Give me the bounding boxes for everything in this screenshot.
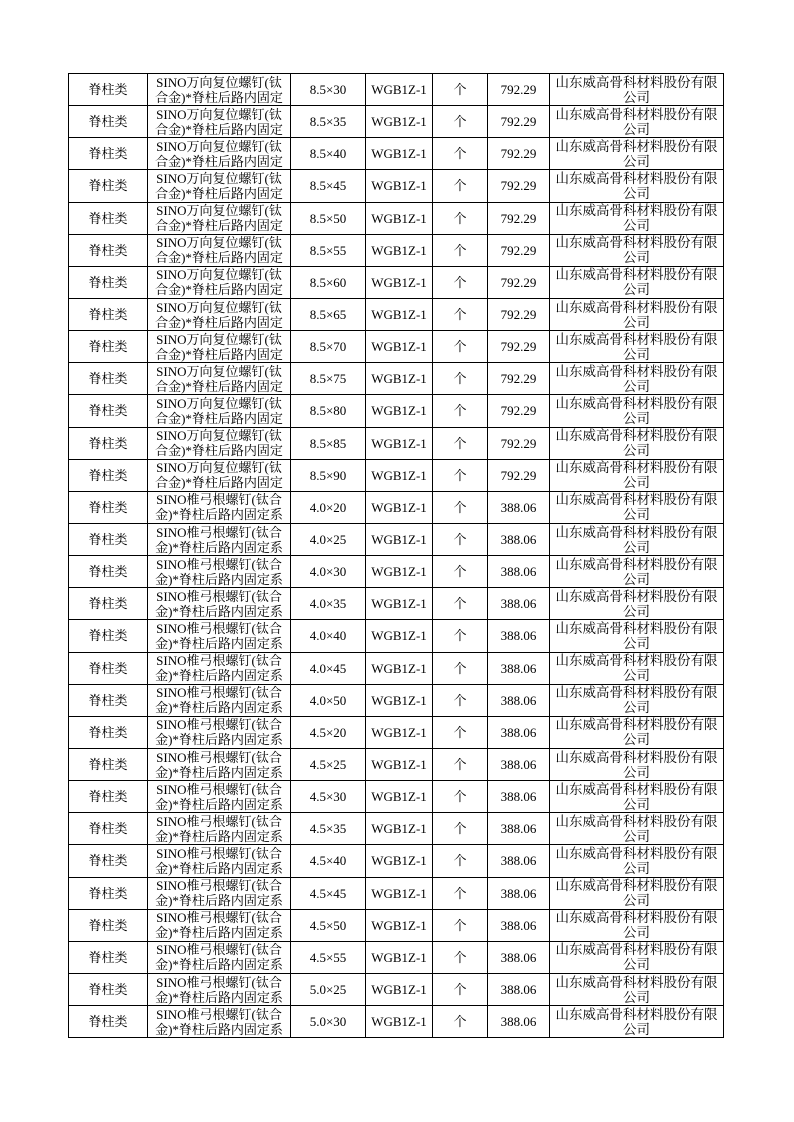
price-cell: 388.06	[488, 620, 550, 652]
company-cell: 山东威高骨科材料股份有限公司	[550, 716, 724, 748]
price-cell: 792.29	[488, 395, 550, 427]
price-cell: 388.06	[488, 523, 550, 555]
product-name-cell: SINO椎弓根螺钉(钛合金)*脊柱后路内固定系	[148, 973, 291, 1005]
model-cell: WGB1Z-1	[366, 459, 433, 491]
unit-cell: 个	[433, 877, 488, 909]
price-cell: 792.29	[488, 363, 550, 395]
unit-cell: 个	[433, 716, 488, 748]
table-row	[69, 74, 724, 106]
model-cell: WGB1Z-1	[366, 973, 433, 1005]
table-row	[69, 941, 724, 973]
product-name-cell: SINO万向复位螺钉(钛合金)*脊柱后路内固定	[148, 363, 291, 395]
spec-cell: 8.5×65	[291, 298, 366, 330]
unit-cell: 个	[433, 298, 488, 330]
product-name-cell: SINO万向复位螺钉(钛合金)*脊柱后路内固定	[148, 138, 291, 170]
unit-cell: 个	[433, 620, 488, 652]
table-row	[69, 813, 724, 845]
model-cell: WGB1Z-1	[366, 234, 433, 266]
table-row	[69, 556, 724, 588]
category-cell: 脊柱类	[69, 877, 148, 909]
category-cell: 脊柱类	[69, 684, 148, 716]
spec-cell: 8.5×90	[291, 459, 366, 491]
model-cell: WGB1Z-1	[366, 909, 433, 941]
price-cell: 792.29	[488, 266, 550, 298]
product-name-cell: SINO椎弓根螺钉(钛合金)*脊柱后路内固定系	[148, 491, 291, 523]
spec-cell: 4.5×25	[291, 748, 366, 780]
model-cell: WGB1Z-1	[366, 170, 433, 202]
model-cell: WGB1Z-1	[366, 298, 433, 330]
company-cell: 山东威高骨科材料股份有限公司	[550, 652, 724, 684]
model-cell: WGB1Z-1	[366, 652, 433, 684]
price-cell: 792.29	[488, 106, 550, 138]
spec-cell: 8.5×85	[291, 427, 366, 459]
category-cell: 脊柱类	[69, 266, 148, 298]
company-cell: 山东威高骨科材料股份有限公司	[550, 491, 724, 523]
category-cell: 脊柱类	[69, 202, 148, 234]
category-cell: 脊柱类	[69, 427, 148, 459]
company-cell: 山东威高骨科材料股份有限公司	[550, 266, 724, 298]
unit-cell: 个	[433, 138, 488, 170]
product-name-cell: SINO万向复位螺钉(钛合金)*脊柱后路内固定	[148, 74, 291, 106]
unit-cell: 个	[433, 845, 488, 877]
product-name-cell: SINO椎弓根螺钉(钛合金)*脊柱后路内固定系	[148, 909, 291, 941]
category-cell: 脊柱类	[69, 363, 148, 395]
price-cell: 388.06	[488, 1006, 550, 1038]
company-cell: 山东威高骨科材料股份有限公司	[550, 1006, 724, 1038]
spec-cell: 5.0×30	[291, 1006, 366, 1038]
spec-cell: 8.5×30	[291, 74, 366, 106]
model-cell: WGB1Z-1	[366, 138, 433, 170]
price-cell: 388.06	[488, 781, 550, 813]
model-cell: WGB1Z-1	[366, 395, 433, 427]
category-cell: 脊柱类	[69, 1006, 148, 1038]
model-cell: WGB1Z-1	[366, 620, 433, 652]
spec-cell: 4.5×35	[291, 813, 366, 845]
product-name-cell: SINO万向复位螺钉(钛合金)*脊柱后路内固定	[148, 234, 291, 266]
table-row	[69, 298, 724, 330]
company-cell: 山东威高骨科材料股份有限公司	[550, 748, 724, 780]
price-cell: 388.06	[488, 877, 550, 909]
table-row	[69, 845, 724, 877]
product-name-cell: SINO椎弓根螺钉(钛合金)*脊柱后路内固定系	[148, 941, 291, 973]
table-row	[69, 684, 724, 716]
table-row	[69, 427, 724, 459]
table-row	[69, 620, 724, 652]
category-cell: 脊柱类	[69, 652, 148, 684]
price-cell: 388.06	[488, 909, 550, 941]
product-name-cell: SINO椎弓根螺钉(钛合金)*脊柱后路内固定系	[148, 781, 291, 813]
price-cell: 792.29	[488, 459, 550, 491]
table-row	[69, 363, 724, 395]
price-table-container	[68, 73, 723, 1038]
company-cell: 山东威高骨科材料股份有限公司	[550, 909, 724, 941]
company-cell: 山东威高骨科材料股份有限公司	[550, 588, 724, 620]
company-cell: 山东威高骨科材料股份有限公司	[550, 395, 724, 427]
unit-cell: 个	[433, 266, 488, 298]
spec-cell: 4.5×30	[291, 781, 366, 813]
unit-cell: 个	[433, 523, 488, 555]
unit-cell: 个	[433, 363, 488, 395]
spec-cell: 4.5×50	[291, 909, 366, 941]
model-cell: WGB1Z-1	[366, 523, 433, 555]
spec-cell: 4.0×45	[291, 652, 366, 684]
company-cell: 山东威高骨科材料股份有限公司	[550, 298, 724, 330]
category-cell: 脊柱类	[69, 909, 148, 941]
model-cell: WGB1Z-1	[366, 491, 433, 523]
company-cell: 山东威高骨科材料股份有限公司	[550, 620, 724, 652]
unit-cell: 个	[433, 556, 488, 588]
category-cell: 脊柱类	[69, 74, 148, 106]
company-cell: 山东威高骨科材料股份有限公司	[550, 138, 724, 170]
price-cell: 792.29	[488, 427, 550, 459]
unit-cell: 个	[433, 202, 488, 234]
product-name-cell: SINO椎弓根螺钉(钛合金)*脊柱后路内固定系	[148, 684, 291, 716]
spec-cell: 5.0×25	[291, 973, 366, 1005]
product-name-cell: SINO万向复位螺钉(钛合金)*脊柱后路内固定	[148, 395, 291, 427]
table-row	[69, 652, 724, 684]
unit-cell: 个	[433, 781, 488, 813]
table-row	[69, 748, 724, 780]
category-cell: 脊柱类	[69, 813, 148, 845]
model-cell: WGB1Z-1	[366, 106, 433, 138]
unit-cell: 个	[433, 427, 488, 459]
model-cell: WGB1Z-1	[366, 813, 433, 845]
product-name-cell: SINO椎弓根螺钉(钛合金)*脊柱后路内固定系	[148, 716, 291, 748]
category-cell: 脊柱类	[69, 138, 148, 170]
table-row	[69, 234, 724, 266]
category-cell: 脊柱类	[69, 170, 148, 202]
product-name-cell: SINO椎弓根螺钉(钛合金)*脊柱后路内固定系	[148, 813, 291, 845]
model-cell: WGB1Z-1	[366, 202, 433, 234]
company-cell: 山东威高骨科材料股份有限公司	[550, 202, 724, 234]
company-cell: 山东威高骨科材料股份有限公司	[550, 331, 724, 363]
unit-cell: 个	[433, 973, 488, 1005]
unit-cell: 个	[433, 331, 488, 363]
price-table	[68, 73, 724, 1038]
model-cell: WGB1Z-1	[366, 941, 433, 973]
model-cell: WGB1Z-1	[366, 781, 433, 813]
price-cell: 792.29	[488, 170, 550, 202]
model-cell: WGB1Z-1	[366, 74, 433, 106]
unit-cell: 个	[433, 1006, 488, 1038]
product-name-cell: SINO椎弓根螺钉(钛合金)*脊柱后路内固定系	[148, 620, 291, 652]
category-cell: 脊柱类	[69, 845, 148, 877]
product-name-cell: SINO万向复位螺钉(钛合金)*脊柱后路内固定	[148, 427, 291, 459]
spec-cell: 8.5×45	[291, 170, 366, 202]
model-cell: WGB1Z-1	[366, 588, 433, 620]
price-cell: 388.06	[488, 813, 550, 845]
category-cell: 脊柱类	[69, 491, 148, 523]
product-name-cell: SINO万向复位螺钉(钛合金)*脊柱后路内固定	[148, 170, 291, 202]
category-cell: 脊柱类	[69, 588, 148, 620]
price-cell: 792.29	[488, 298, 550, 330]
price-cell: 388.06	[488, 684, 550, 716]
table-row	[69, 106, 724, 138]
spec-cell: 4.0×40	[291, 620, 366, 652]
table-row	[69, 1006, 724, 1038]
product-name-cell: SINO万向复位螺钉(钛合金)*脊柱后路内固定	[148, 202, 291, 234]
table-row	[69, 973, 724, 1005]
unit-cell: 个	[433, 652, 488, 684]
model-cell: WGB1Z-1	[366, 845, 433, 877]
product-name-cell: SINO万向复位螺钉(钛合金)*脊柱后路内固定	[148, 266, 291, 298]
model-cell: WGB1Z-1	[366, 266, 433, 298]
unit-cell: 个	[433, 684, 488, 716]
company-cell: 山东威高骨科材料股份有限公司	[550, 973, 724, 1005]
company-cell: 山东威高骨科材料股份有限公司	[550, 363, 724, 395]
company-cell: 山东威高骨科材料股份有限公司	[550, 74, 724, 106]
company-cell: 山东威高骨科材料股份有限公司	[550, 877, 724, 909]
company-cell: 山东威高骨科材料股份有限公司	[550, 684, 724, 716]
price-cell: 388.06	[488, 973, 550, 1005]
spec-cell: 8.5×60	[291, 266, 366, 298]
unit-cell: 个	[433, 748, 488, 780]
model-cell: WGB1Z-1	[366, 427, 433, 459]
unit-cell: 个	[433, 234, 488, 266]
price-cell: 388.06	[488, 941, 550, 973]
table-row	[69, 138, 724, 170]
price-cell: 388.06	[488, 556, 550, 588]
model-cell: WGB1Z-1	[366, 684, 433, 716]
spec-cell: 8.5×70	[291, 331, 366, 363]
price-cell: 388.06	[488, 748, 550, 780]
table-row	[69, 459, 724, 491]
company-cell: 山东威高骨科材料股份有限公司	[550, 941, 724, 973]
unit-cell: 个	[433, 813, 488, 845]
price-cell: 388.06	[488, 588, 550, 620]
spec-cell: 8.5×35	[291, 106, 366, 138]
product-name-cell: SINO椎弓根螺钉(钛合金)*脊柱后路内固定系	[148, 1006, 291, 1038]
product-name-cell: SINO万向复位螺钉(钛合金)*脊柱后路内固定	[148, 459, 291, 491]
category-cell: 脊柱类	[69, 459, 148, 491]
category-cell: 脊柱类	[69, 298, 148, 330]
category-cell: 脊柱类	[69, 620, 148, 652]
table-body	[69, 74, 724, 1038]
category-cell: 脊柱类	[69, 941, 148, 973]
spec-cell: 8.5×80	[291, 395, 366, 427]
price-cell: 388.06	[488, 491, 550, 523]
spec-cell: 8.5×55	[291, 234, 366, 266]
table-row	[69, 266, 724, 298]
category-cell: 脊柱类	[69, 556, 148, 588]
spec-cell: 4.5×55	[291, 941, 366, 973]
price-cell: 792.29	[488, 202, 550, 234]
model-cell: WGB1Z-1	[366, 748, 433, 780]
category-cell: 脊柱类	[69, 395, 148, 427]
price-cell: 792.29	[488, 138, 550, 170]
table-row	[69, 395, 724, 427]
model-cell: WGB1Z-1	[366, 1006, 433, 1038]
price-cell: 388.06	[488, 845, 550, 877]
spec-cell: 4.5×45	[291, 877, 366, 909]
table-row	[69, 716, 724, 748]
product-name-cell: SINO万向复位螺钉(钛合金)*脊柱后路内固定	[148, 298, 291, 330]
category-cell: 脊柱类	[69, 973, 148, 1005]
spec-cell: 8.5×40	[291, 138, 366, 170]
price-cell: 792.29	[488, 74, 550, 106]
company-cell: 山东威高骨科材料股份有限公司	[550, 813, 724, 845]
table-row	[69, 909, 724, 941]
spec-cell: 4.0×20	[291, 491, 366, 523]
spec-cell: 4.0×30	[291, 556, 366, 588]
model-cell: WGB1Z-1	[366, 556, 433, 588]
product-name-cell: SINO椎弓根螺钉(钛合金)*脊柱后路内固定系	[148, 652, 291, 684]
table-row	[69, 331, 724, 363]
spec-cell: 8.5×75	[291, 363, 366, 395]
table-row	[69, 781, 724, 813]
unit-cell: 个	[433, 395, 488, 427]
product-name-cell: SINO万向复位螺钉(钛合金)*脊柱后路内固定	[148, 331, 291, 363]
category-cell: 脊柱类	[69, 748, 148, 780]
company-cell: 山东威高骨科材料股份有限公司	[550, 845, 724, 877]
category-cell: 脊柱类	[69, 106, 148, 138]
model-cell: WGB1Z-1	[366, 363, 433, 395]
product-name-cell: SINO万向复位螺钉(钛合金)*脊柱后路内固定	[148, 106, 291, 138]
company-cell: 山东威高骨科材料股份有限公司	[550, 523, 724, 555]
unit-cell: 个	[433, 106, 488, 138]
model-cell: WGB1Z-1	[366, 877, 433, 909]
unit-cell: 个	[433, 588, 488, 620]
table-row	[69, 202, 724, 234]
price-cell: 388.06	[488, 716, 550, 748]
category-cell: 脊柱类	[69, 331, 148, 363]
product-name-cell: SINO椎弓根螺钉(钛合金)*脊柱后路内固定系	[148, 748, 291, 780]
unit-cell: 个	[433, 941, 488, 973]
model-cell: WGB1Z-1	[366, 331, 433, 363]
product-name-cell: SINO椎弓根螺钉(钛合金)*脊柱后路内固定系	[148, 845, 291, 877]
price-cell: 388.06	[488, 652, 550, 684]
company-cell: 山东威高骨科材料股份有限公司	[550, 781, 724, 813]
unit-cell: 个	[433, 170, 488, 202]
spec-cell: 4.0×35	[291, 588, 366, 620]
table-row	[69, 523, 724, 555]
product-name-cell: SINO椎弓根螺钉(钛合金)*脊柱后路内固定系	[148, 523, 291, 555]
category-cell: 脊柱类	[69, 523, 148, 555]
product-name-cell: SINO椎弓根螺钉(钛合金)*脊柱后路内固定系	[148, 556, 291, 588]
model-cell: WGB1Z-1	[366, 716, 433, 748]
spec-cell: 4.5×40	[291, 845, 366, 877]
company-cell: 山东威高骨科材料股份有限公司	[550, 106, 724, 138]
unit-cell: 个	[433, 491, 488, 523]
unit-cell: 个	[433, 459, 488, 491]
spec-cell: 4.0×50	[291, 684, 366, 716]
category-cell: 脊柱类	[69, 234, 148, 266]
product-name-cell: SINO椎弓根螺钉(钛合金)*脊柱后路内固定系	[148, 877, 291, 909]
company-cell: 山东威高骨科材料股份有限公司	[550, 170, 724, 202]
table-row	[69, 170, 724, 202]
company-cell: 山东威高骨科材料股份有限公司	[550, 427, 724, 459]
company-cell: 山东威高骨科材料股份有限公司	[550, 234, 724, 266]
company-cell: 山东威高骨科材料股份有限公司	[550, 459, 724, 491]
spec-cell: 8.5×50	[291, 202, 366, 234]
table-row	[69, 877, 724, 909]
table-row	[69, 491, 724, 523]
category-cell: 脊柱类	[69, 716, 148, 748]
unit-cell: 个	[433, 909, 488, 941]
spec-cell: 4.0×25	[291, 523, 366, 555]
price-cell: 792.29	[488, 234, 550, 266]
unit-cell: 个	[433, 74, 488, 106]
price-cell: 792.29	[488, 331, 550, 363]
spec-cell: 4.5×20	[291, 716, 366, 748]
company-cell: 山东威高骨科材料股份有限公司	[550, 556, 724, 588]
table-row	[69, 588, 724, 620]
category-cell: 脊柱类	[69, 781, 148, 813]
product-name-cell: SINO椎弓根螺钉(钛合金)*脊柱后路内固定系	[148, 588, 291, 620]
